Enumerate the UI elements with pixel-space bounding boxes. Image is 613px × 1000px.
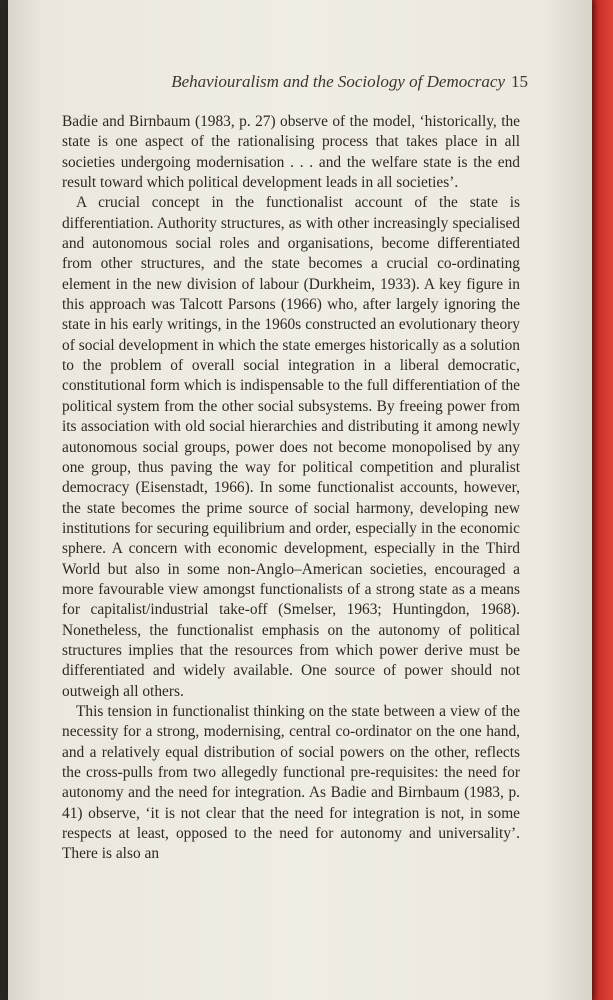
book-page [8, 0, 592, 1000]
paragraph-tension: This tension in functionalist thinking on the state between a view of the necessity for a strong, modernising, central co-ordinator on the one hand, and a relatively equal distribution of social powers on the other, reflects the cross-pulls from two allegedly functional pre-requisites: the need for autonomy and the need for integration. As Badie and Birnbaum (1983, p. 41) observe, ‘it is not clear that the need for integration is not, in some respects at least, opposed to the need for autonomy and universality’. There is also an [62, 702, 520, 863]
running-header-title: Behaviouralism and the Sociology of Democracy [171, 72, 505, 91]
page-number: 15 [511, 72, 528, 91]
body-text [62, 112, 520, 865]
running-header [148, 72, 528, 92]
paragraph-continuation: Badie and Birnbaum (1983, p. 27) observe of the model, ‘historically, the state is one aspect of the rationalising process that takes place in all societies undergoing modernisation . . . and the welfare state is the end result toward which political development leads in all societies’. [62, 113, 520, 192]
paragraph-differentiation: A crucial concept in the functionalist account of the state is differentiation. Authority structures, as with other increasingly specialised and autonomous social roles and organisations, become differentiated from other structures, and the state becomes a crucial co-ordinating element in the new division of labour (Durkheim, 1933). A key figure in this approach was Talcott Parsons (1966) who, after largely ignoring the state in his early writings, in the 1960s constructed an evolutionary theory of social development in which the state emerges historically as a solution to the problem of overall social integration in a liberal democratic, constitutional form which is indispensable to the full differentiation of the political system from the other social subsystems. By freeing power from its association with old social hierarchies and distributing it among newly autonomous social groups, power does not become monopolised by any one group, thus paving the way for political competition and pluralist democracy (Eisenstadt, 1966). In some functionalist accounts, however, the state becomes the prime source of social harmony, developing new institutions for securing equilibrium and order, especially in the economic sphere. A concern with economic development, especially in the Third World but also in some non-Anglo–American societies, encouraged a more favourable view amongst functionalists of a strong state as a means for capitalist/industrial take-off (Smelser, 1963; Huntingdon, 1968). Nonetheless, the functionalist emphasis on the autonomy of political structures implies that the resources from which power derive must be differentiated and widely available. One source of power should not outweigh all others. [62, 194, 520, 700]
